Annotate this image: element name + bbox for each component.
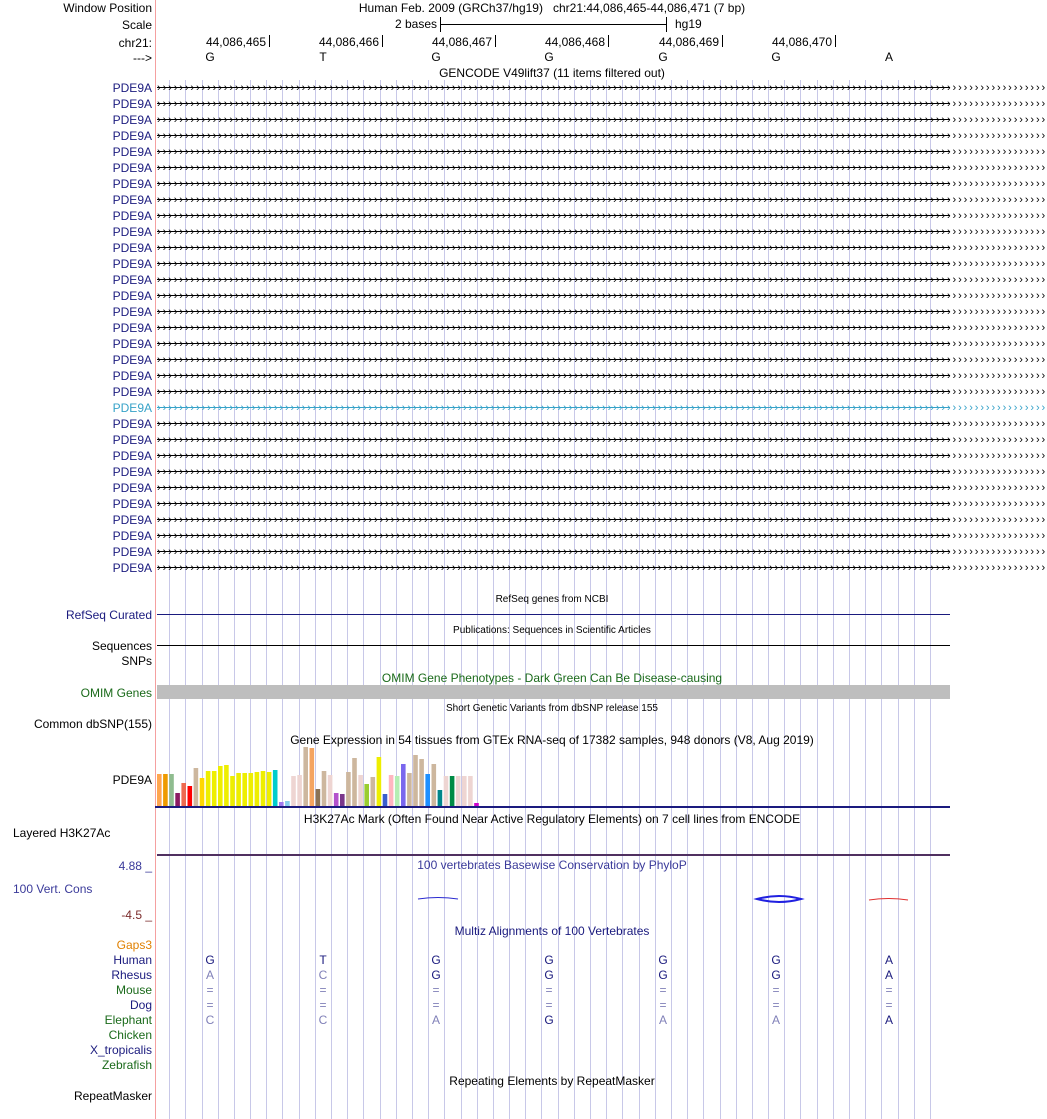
phylop-track-label[interactable]: 100 Vert. Cons — [13, 882, 93, 896]
gencode-transcript-label[interactable]: PDE9A — [112, 305, 152, 319]
refseq-track-title: RefSeq genes from NCBI — [495, 594, 609, 605]
gencode-strand-arrows: ›››››››››››››››››››››››››››››››››››››››››››››››››››››››››››››››››››››››››››››››››››››››››››››››››››››››››››››››››››››››››››››››››››››››››››››››››››››››››››››››› — [157, 258, 1047, 270]
multiz-base: A — [658, 1013, 668, 1027]
layered-h3k27ac-label[interactable]: Layered H3K27Ac — [13, 826, 111, 840]
multiz-base: A — [884, 968, 894, 982]
ruler-position-label: 44,086,469 — [658, 35, 719, 49]
multiz-base: = — [885, 998, 893, 1012]
multiz-base: C — [318, 1013, 328, 1027]
multiz-base: A — [205, 968, 215, 982]
common-dbsnp-label[interactable]: Common dbSNP(155) — [33, 717, 152, 731]
gencode-strand-arrows: ›››››››››››››››››››››››››››››››››››››››››››››››››››››››››››››››››››››››››››››››››››››››››››››››››››››››››››››››››››››››››››››››››››››››››››››››››››››››››››››››› — [157, 98, 1047, 110]
gencode-strand-arrows: ›››››››››››››››››››››››››››››››››››››››››››››››››››››››››››››››››››››››››››››››››››››››››››››››››››››››››››››››››››››››››››››››››››››››››››››››››››››››››››››››› — [157, 210, 1047, 222]
gencode-strand-arrows: ›››››››››››››››››››››››››››››››››››››››››››››››››››››››››››››››››››››››››››››››››››››››››››››››››››››››››››››››››››››››››››››››››››››››››››››››››››››››››››››››› — [157, 562, 1047, 574]
gencode-strand-arrows: ›››››››››››››››››››››››››››››››››››››››››››››››››››››››››››››››››››››››››››››››››››››››››››››››››››››››››››››››››››››››››››››››››››››››››››››››››››››››››››››››› — [157, 226, 1047, 238]
gencode-transcript-label[interactable]: PDE9A — [112, 81, 152, 95]
phylop-min-label: -4.5 _ — [121, 908, 152, 922]
dbsnp-track-title: Short Genetic Variants from dbSNP release 155 — [446, 703, 658, 714]
ruler-base: G — [431, 50, 441, 64]
ruler-position-label: 44,086,467 — [431, 35, 492, 49]
ruler-base: G — [658, 50, 668, 64]
gencode-transcript-label[interactable]: PDE9A — [112, 129, 152, 143]
ruler-base: G — [771, 50, 781, 64]
multiz-base: G — [205, 953, 215, 967]
gencode-transcript-label[interactable]: PDE9A — [112, 97, 152, 111]
gencode-transcript-label[interactable]: PDE9A — [112, 417, 152, 431]
gencode-transcript-label[interactable]: PDE9A — [112, 113, 152, 127]
multiz-species-label[interactable]: Elephant — [104, 1013, 152, 1027]
position-text: chr21:44,086,465-44,086,471 (7 bp) — [552, 1, 746, 15]
multiz-base: G — [658, 953, 668, 967]
gencode-transcript-label[interactable]: PDE9A — [112, 433, 152, 447]
multiz-base: = — [659, 983, 667, 997]
ruler-base: G — [544, 50, 554, 64]
multiz-base: = — [206, 998, 214, 1012]
multiz-base: = — [545, 983, 553, 997]
refseq-curated-label[interactable]: RefSeq Curated — [65, 608, 152, 622]
gencode-transcript-label[interactable]: PDE9A — [112, 529, 152, 543]
multiz-base: = — [885, 983, 893, 997]
gencode-strand-arrows: ›››››››››››››››››››››››››››››››››››››››››››››››››››››››››››››››››››››››››››››››››››››››››››››››››››››››››››››››››››››››››››››››››››››››››››››››››››››››››››››››› — [157, 498, 1047, 510]
window-position-label: Window Position — [63, 1, 152, 15]
multiz-base: C — [318, 968, 328, 982]
gencode-transcript-label[interactable]: PDE9A — [112, 337, 152, 351]
h3k27ac-track-title: H3K27Ac Mark (Often Found Near Active Regulatory Elements) on 7 cell lines from ENCODE — [303, 812, 801, 826]
multiz-base: G — [431, 968, 441, 982]
gencode-strand-arrows: ›››››››››››››››››››››››››››››››››››››››››››››››››››››››››››››››››››››››››››››››››››››››››››››››››››››››››››››››››››››››››››››››››››››››››››››››››››››››››››››››› — [157, 130, 1047, 142]
multiz-base: G — [658, 968, 668, 982]
multiz-base: = — [432, 983, 440, 997]
omim-genes-label[interactable]: OMIM Genes — [80, 686, 152, 700]
gencode-strand-arrows: ›››››››››››››››››››››››››››››››››››››››››››››››››››››››››››››››››››››››››››››››››››››››››››››››››››››››››››››››››››››››››››››››››››››››››››››››››››››››››››››››› — [157, 450, 1047, 462]
gtex-track-title: Gene Expression in 54 tissues from GTEx RNA-seq of 17382 samples, 948 donors (V8, Aug 2019) — [290, 733, 814, 747]
gencode-strand-arrows: ›››››››››››››››››››››››››››››››››››››››››››››››››››››››››››››››››››››››››››››››››››››››››››››››››››››››››››››››››››››››››››››››››››››››››››››››››››››››››››››››› — [157, 82, 1047, 94]
multiz-base: = — [772, 983, 780, 997]
ruler-position-label: 44,086,468 — [544, 35, 605, 49]
chrom-label: chr21: — [118, 36, 152, 50]
gencode-transcript-label[interactable]: PDE9A — [112, 401, 152, 415]
multiz-base: G — [544, 1013, 554, 1027]
gencode-transcript-label[interactable]: PDE9A — [112, 161, 152, 175]
gencode-strand-arrows: ›››››››››››››››››››››››››››››››››››››››››››››››››››››››››››››››››››››››››››››››››››››››››››››››››››››››››››››››››››››››››››››››››››››››››››››››››››››››››››››››› — [157, 242, 1047, 254]
publications-sequences-label[interactable]: Sequences — [91, 639, 152, 653]
gencode-transcript-label[interactable]: PDE9A — [112, 385, 152, 399]
multiz-species-label[interactable]: Zebrafish — [101, 1058, 152, 1072]
gencode-transcript-label[interactable]: PDE9A — [112, 513, 152, 527]
ruler-base: G — [205, 50, 215, 64]
gencode-strand-arrows: ›››››››››››››››››››››››››››››››››››››››››››››››››››››››››››››››››››››››››››››››››››››››››››››››››››››››››››››››››››››››››››››››››››››››››››››››››››››››››››››››› — [157, 194, 1047, 206]
gencode-strand-arrows: ›››››››››››››››››››››››››››››››››››››››››››››››››››››››››››››››››››››››››››››››››››››››››››››››››››››››››››››››››››››››››››››››››››››››››››››››››››››››››››››››› — [157, 306, 1047, 318]
gencode-strand-arrows: ›››››››››››››››››››››››››››››››››››››››››››››››››››››››››››››››››››››››››››››››››››››››››››››››››››››››››››››››››››››››››››››››››››››››››››››››››››››››››››››››› — [157, 146, 1047, 158]
ruler-position-label: 44,086,470 — [771, 35, 832, 49]
gencode-transcript-label[interactable]: PDE9A — [112, 369, 152, 383]
gencode-track-title: GENCODE V49lift37 (11 items filtered out) — [439, 66, 665, 80]
gencode-strand-arrows: ›››››››››››››››››››››››››››››››››››››››››››››››››››››››››››››››››››››››››››››››››››››››››››››››››››››››››››››››››››››››››››››››››››››››››››››››››››››››››››››››› — [157, 546, 1047, 558]
gencode-transcript-label[interactable]: PDE9A — [112, 193, 152, 207]
phylop-mark-3 — [869, 899, 908, 901]
multiz-base: G — [544, 953, 554, 967]
multiz-track-title: Multiz Alignments of 100 Vertebrates — [454, 924, 650, 938]
repeatmasker-label[interactable]: RepeatMasker — [73, 1089, 152, 1103]
multiz-base: G — [771, 953, 781, 967]
multiz-base: G — [771, 968, 781, 982]
gencode-strand-arrows: ›››››››››››››››››››››››››››››››››››››››››››››››››››››››››››››››››››››››››››››››››››››››››››››››››››››››››››››››››››››››››››››››››››››››››››››››››››››››››››››››› — [157, 386, 1047, 398]
gencode-strand-arrows: ›››››››››››››››››››››››››››››››››››››››››››››››››››››››››››››››››››››››››››››››››››››››››››››››››››››››››››››››››››››››››››››››››››››››››››››››››››››››››››››››› — [157, 322, 1047, 334]
gtex-gene-label[interactable]: PDE9A — [112, 773, 152, 787]
gencode-strand-arrows: ›››››››››››››››››››››››››››››››››››››››››››››››››››››››››››››››››››››››››››››››››››››››››››››››››››››››››››››››››››››››››››››››››››››››››››››››››››››››››››››››› — [157, 402, 1047, 414]
gencode-transcript-label[interactable]: PDE9A — [112, 241, 152, 255]
multiz-base: G — [544, 968, 554, 982]
multiz-base: = — [659, 998, 667, 1012]
gencode-transcript-label[interactable]: PDE9A — [112, 321, 152, 335]
ruler-base: A — [884, 50, 894, 64]
snps-label[interactable]: SNPs — [121, 654, 152, 668]
gencode-transcript-label[interactable]: PDE9A — [112, 465, 152, 479]
gencode-strand-arrows: ›››››››››››››››››››››››››››››››››››››››››››››››››››››››››››››››››››››››››››››››››››››››››››››››››››››››››››››››››››››››››››››››››››››››››››››››››››››››››››››››› — [157, 354, 1047, 366]
multiz-base: A — [884, 953, 894, 967]
phylop-mark-1 — [418, 898, 458, 900]
gencode-transcript-label[interactable]: PDE9A — [112, 209, 152, 223]
gencode-transcript-label[interactable]: PDE9A — [112, 177, 152, 191]
gencode-strand-arrows: ›››››››››››››››››››››››››››››››››››››››››››››››››››››››››››››››››››››››››››››››››››››››››››››››››››››››››››››››››››››››››››››››››››››››››››››››››››››››››››››››› — [157, 466, 1047, 478]
publications-track-title: Publications: Sequences in Scientific Articles — [453, 625, 651, 636]
gencode-strand-arrows: ›››››››››››››››››››››››››››››››››››››››››››››››››››››››››››››››››››››››››››››››››››››››››››››››››››››››››››››››››››››››››››››››››››››››››››››››››››››››››››››››› — [157, 530, 1047, 542]
multiz-base: T — [319, 953, 327, 967]
ruler-base: T — [319, 50, 327, 64]
phylop-max-label: 4.88 _ — [118, 859, 152, 873]
multiz-species-label[interactable]: Mouse — [115, 983, 152, 997]
omim-track-title: OMIM Gene Phenotypes - Dark Green Can Be Disease-causing — [381, 671, 723, 685]
gencode-transcript-label[interactable]: PDE9A — [112, 353, 152, 367]
repeatmasker-track-title: Repeating Elements by RepeatMasker — [449, 1074, 655, 1088]
multiz-species-label[interactable]: X_tropicalis — [89, 1043, 152, 1057]
gencode-strand-arrows: ›››››››››››››››››››››››››››››››››››››››››››››››››››››››››››››››››››››››››››››››››››››››››››››››››››››››››››››››››››››››››››››››››››››››››››››››››››››››››››››››› — [157, 274, 1047, 286]
gencode-strand-arrows: ›››››››››››››››››››››››››››››››››››››››››››››››››››››››››››››››››››››››››››››››››››››››››››››››››››››››››››››››››››››››››››››››››››››››››››››››››››››››››››››››› — [157, 114, 1047, 126]
multiz-species-label[interactable]: Human — [113, 953, 152, 967]
multiz-base: C — [205, 1013, 215, 1027]
gencode-strand-arrows: ›››››››››››››››››››››››››››››››››››››››››››››››››››››››››››››››››››››››››››››››››››››››››››››››››››››››››››››››››››››››››››››››››››››››››››››››››››››››››››››››› — [157, 290, 1047, 302]
gencode-transcript-label[interactable]: PDE9A — [112, 561, 152, 575]
gaps3-label[interactable]: Gaps3 — [116, 938, 152, 952]
multiz-base: G — [431, 953, 441, 967]
multiz-base: = — [772, 998, 780, 1012]
scale-assembly: hg19 — [675, 17, 702, 31]
gencode-transcript-label[interactable]: PDE9A — [112, 145, 152, 159]
gencode-transcript-label[interactable]: PDE9A — [112, 225, 152, 239]
phylop-track-title: 100 vertebrates Basewise Conservation by PhyloP — [417, 858, 687, 872]
gencode-strand-arrows: ›››››››››››››››››››››››››››››››››››››››››››››››››››››››››››››››››››››››››››››››››››››››››››››››››››››››››››››››››››››››››››››››››››››››››››››››››››››››››››››››› — [157, 178, 1047, 190]
strand-label: ---> — [133, 51, 152, 65]
gencode-strand-arrows: ›››››››››››››››››››››››››››››››››››››››››››››››››››››››››››››››››››››››››››››››››››››››››››››››››››››››››››››››››››››››››››››››››››››››››››››››››››››››››››››››› — [157, 418, 1047, 430]
gencode-strand-arrows: ›››››››››››››››››››››››››››››››››››››››››››››››››››››››››››››››››››››››››››››››››››››››››››››››››››››››››››››››››››››››››››››››››››››››››››››››››››››››››››››››› — [157, 514, 1047, 526]
multiz-base: A — [771, 1013, 781, 1027]
multiz-base: A — [431, 1013, 441, 1027]
gencode-strand-arrows: ›››››››››››››››››››››››››››››››››››››››››››››››››››››››››››››››››››››››››››››››››››››››››››››››››››››››››››››››››››››››››››››››››››››››››››››››››››››››››››››››› — [157, 482, 1047, 494]
multiz-base: = — [432, 998, 440, 1012]
scale-text: 2 bases — [394, 17, 437, 31]
multiz-base: A — [884, 1013, 894, 1027]
assembly-title: Human Feb. 2009 (GRCh37/hg19) — [358, 1, 543, 15]
gencode-transcript-label[interactable]: PDE9A — [112, 545, 152, 559]
multiz-base: = — [206, 983, 214, 997]
gencode-transcript-label[interactable]: PDE9A — [112, 481, 152, 495]
multiz-species-label[interactable]: Rhesus — [111, 968, 152, 982]
gencode-transcript-label[interactable]: PDE9A — [112, 273, 152, 287]
scale-label: Scale — [121, 18, 152, 32]
ruler-position-label: 44,086,465 — [205, 35, 266, 49]
multiz-base: = — [319, 983, 327, 997]
gencode-transcript-label[interactable]: PDE9A — [112, 257, 152, 271]
multiz-base: = — [319, 998, 327, 1012]
multiz-species-label[interactable]: Chicken — [108, 1028, 152, 1042]
phylop-mark-2 — [757, 896, 801, 902]
gencode-strand-arrows: ›››››››››››››››››››››››››››››››››››››››››››››››››››››››››››››››››››››››››››››››››››››››››››››››››››››››››››››››››››››››››››››››››››››››››››››››››››››››››››››››› — [157, 338, 1047, 350]
multiz-base: = — [545, 998, 553, 1012]
gencode-strand-arrows: ›››››››››››››››››››››››››››››››››››››››››››››››››››››››››››››››››››››››››››››››››››››››››››››››››››››››››››››››››››››››››››››››››››››››››››››››››››››››››››››››› — [157, 162, 1047, 174]
gencode-transcript-label[interactable]: PDE9A — [112, 497, 152, 511]
gencode-strand-arrows: ›››››››››››››››››››››››››››››››››››››››››››››››››››››››››››››››››››››››››››››››››››››››››››››››››››››››››››››››››››››››››››››››››››››››››››››››››››››››››››››››› — [157, 370, 1047, 382]
gencode-transcript-label[interactable]: PDE9A — [112, 289, 152, 303]
ruler-position-label: 44,086,466 — [318, 35, 379, 49]
multiz-species-label[interactable]: Dog — [129, 998, 152, 1012]
gencode-strand-arrows: ›››››››››››››››››››››››››››››››››››››››››››››››››››››››››››››››››››››››››››››››››››››››››››››››››››››››››››››››››››››››››››››››››››››››››››››››››››››››››››››››› — [157, 434, 1047, 446]
gencode-transcript-label[interactable]: PDE9A — [112, 449, 152, 463]
